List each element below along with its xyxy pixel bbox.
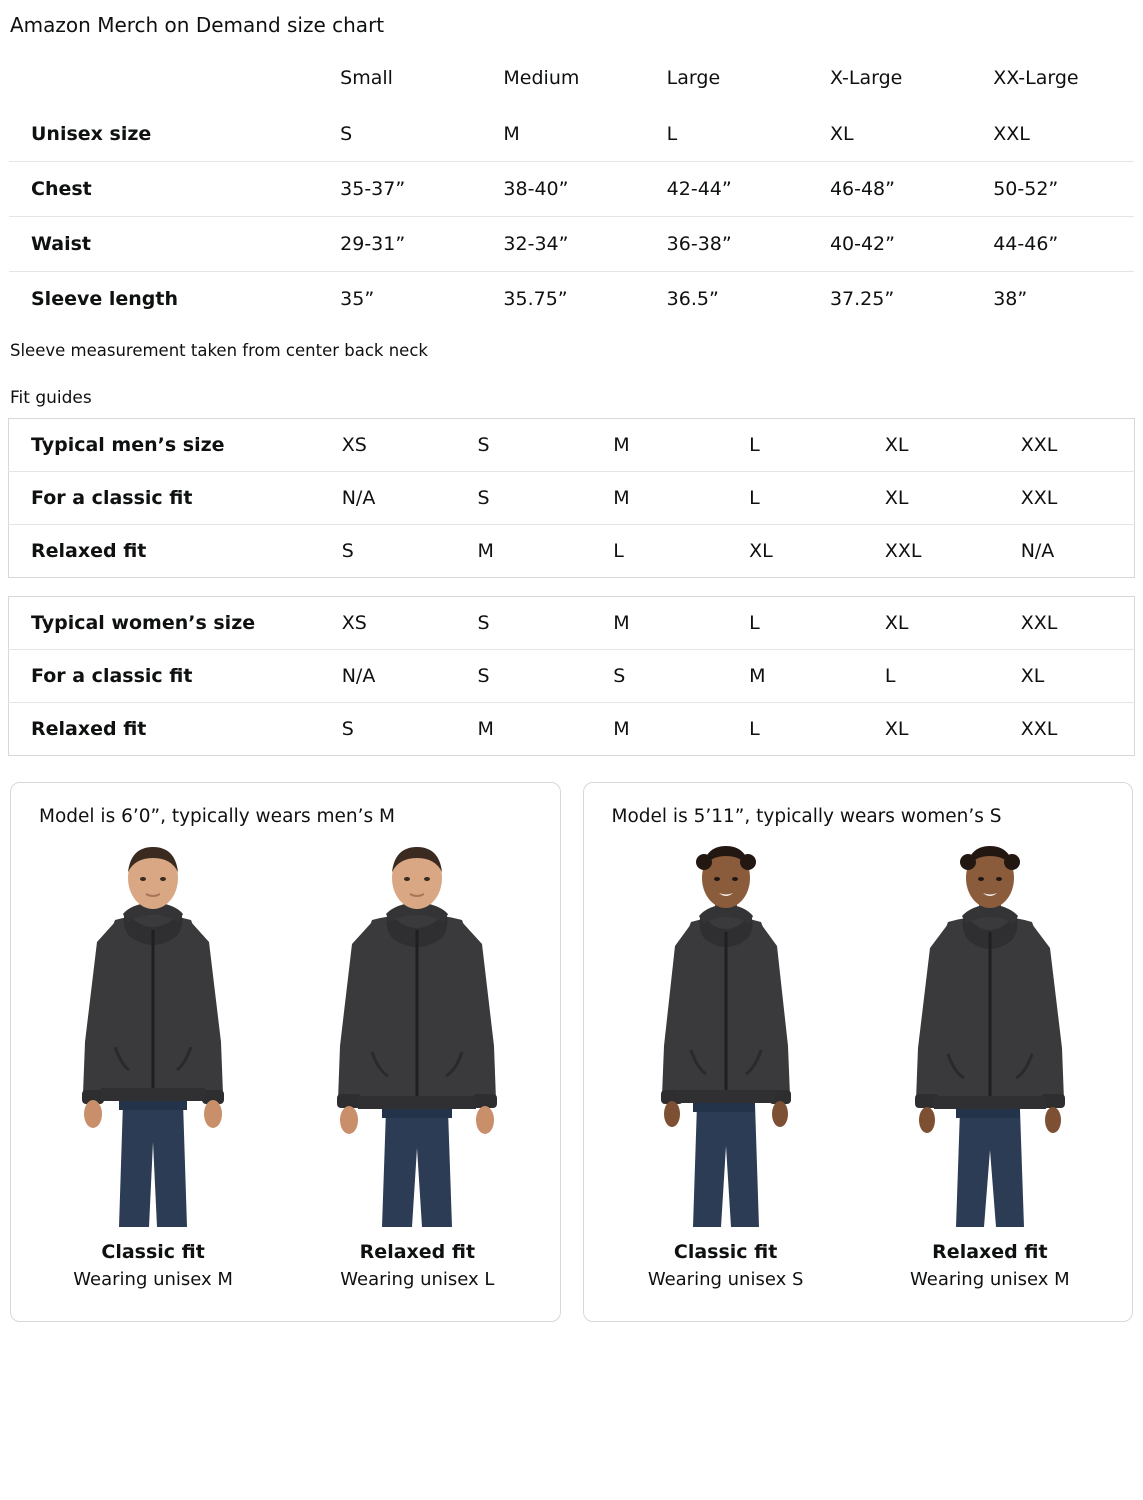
model-photos-section	[8, 756, 1135, 1322]
row-label-unisex-size: Unisex size	[9, 107, 319, 162]
cell: XS	[320, 419, 456, 472]
cell: S	[318, 107, 481, 162]
cell: XL	[884, 718, 909, 740]
cell: 36.5”	[666, 288, 719, 310]
cell: 35-37”	[318, 162, 481, 217]
womens-relaxed-fit-photo	[863, 837, 1117, 1227]
column-header-small: Small	[340, 67, 393, 89]
row-label-mens-relaxed-fit: Relaxed fit	[31, 540, 147, 562]
cell: L	[645, 107, 808, 162]
mens-model-caption: Model is 6’0”, typically wears men’s M	[39, 806, 396, 827]
table-row	[9, 650, 1135, 703]
cell: S	[456, 650, 592, 703]
womens-model-caption: Model is 5’11”, typically wears women’s S	[611, 806, 1002, 827]
cell: M	[481, 107, 644, 162]
row-label-typical-womens-size: Typical women’s size	[9, 597, 320, 650]
cell: XXL	[999, 597, 1135, 650]
mens-relaxed-fit-figure	[291, 837, 545, 1290]
table-spacer	[8, 578, 1135, 596]
table-row	[9, 272, 1135, 327]
cell: M	[613, 718, 630, 740]
cell: XL	[749, 540, 773, 562]
cell: M	[591, 419, 727, 472]
row-label-sleeve-length: Sleeve length	[31, 288, 178, 310]
cell: XL	[999, 650, 1135, 703]
table-row	[9, 107, 1135, 162]
cell: L	[727, 597, 863, 650]
mens-classic-fit-figure	[26, 837, 280, 1290]
cell: L	[863, 650, 999, 703]
sleeve-measurement-note: Sleeve measurement taken from center back neck	[10, 341, 428, 360]
mens-relaxed-fit-photo	[291, 837, 545, 1227]
mens-classic-fit-label: Classic fit	[101, 1241, 205, 1263]
cell: N/A	[1020, 540, 1055, 562]
womens-relaxed-fit-figure	[863, 837, 1117, 1290]
table-row	[9, 703, 1135, 756]
cell: L	[613, 540, 624, 562]
cell: 35.75”	[503, 288, 568, 310]
cell: S	[591, 650, 727, 703]
mens-model-figures	[21, 829, 550, 1290]
cell: L	[727, 419, 863, 472]
female-model-relaxed-illustration	[890, 842, 1090, 1227]
cell: XL	[863, 419, 999, 472]
cell: 38-40”	[481, 162, 644, 217]
cell: S	[341, 718, 354, 740]
mens-fit-guide-table	[8, 418, 1135, 578]
cell: L	[749, 718, 760, 740]
column-header-xx-large: XX-Large	[993, 67, 1079, 89]
table-row	[9, 472, 1135, 525]
row-label-waist: Waist	[9, 217, 319, 272]
cell: XL	[808, 107, 971, 162]
womens-fit-guide-table	[8, 596, 1135, 756]
mens-classic-fit-photo	[26, 837, 280, 1227]
cell: N/A	[320, 650, 456, 703]
page-title: Amazon Merch on Demand size chart	[10, 13, 385, 37]
row-label-chest: Chest	[9, 162, 319, 217]
cell: XL	[863, 472, 999, 525]
mens-relaxed-fit-label: Relaxed fit	[359, 1241, 476, 1263]
cell: XXL	[884, 540, 922, 562]
mens-classic-fit-wearing: Wearing unisex M	[73, 1269, 233, 1290]
womens-classic-fit-figure	[599, 837, 853, 1290]
table-row	[9, 525, 1135, 578]
womens-classic-fit-photo	[599, 837, 853, 1227]
row-label-womens-relaxed-fit: Relaxed fit	[31, 718, 147, 740]
cell: XXL	[999, 419, 1135, 472]
cell: S	[456, 597, 592, 650]
cell: M	[727, 650, 863, 703]
womens-classic-fit-wearing: Wearing unisex S	[647, 1269, 804, 1290]
cell: 42-44”	[645, 162, 808, 217]
table-row	[9, 162, 1135, 217]
cell: M	[591, 472, 727, 525]
cell: 36-38”	[645, 217, 808, 272]
cell: 29-31”	[318, 217, 481, 272]
cell: XXL	[999, 472, 1135, 525]
cell: M	[591, 597, 727, 650]
row-label-mens-classic-fit: For a classic fit	[9, 472, 320, 525]
cell: 37.25”	[829, 288, 895, 310]
womens-relaxed-fit-label: Relaxed fit	[932, 1241, 1048, 1263]
column-header-x-large: X-Large	[829, 67, 903, 89]
size-measurements-table	[8, 48, 1135, 327]
table-row	[9, 597, 1135, 650]
cell: 32-34”	[481, 217, 644, 272]
cell: 35”	[340, 288, 375, 310]
womens-relaxed-fit-wearing: Wearing unisex M	[910, 1269, 1070, 1290]
cell: S	[456, 419, 592, 472]
cell: S	[341, 540, 354, 562]
table-row	[9, 419, 1135, 472]
womens-model-figures	[594, 829, 1123, 1290]
cell: S	[456, 472, 592, 525]
male-model-classic-illustration	[53, 842, 253, 1227]
cell: L	[727, 472, 863, 525]
cell: 38”	[993, 288, 1028, 310]
cell: 40-42”	[808, 217, 971, 272]
male-model-relaxed-illustration	[312, 842, 522, 1227]
column-header-blank	[9, 49, 319, 108]
womens-model-card	[583, 782, 1134, 1322]
female-model-classic-illustration	[631, 842, 821, 1227]
cell: 46-48”	[808, 162, 971, 217]
mens-model-card	[10, 782, 561, 1322]
cell: M	[477, 540, 494, 562]
table-row	[9, 217, 1135, 272]
cell: XL	[863, 597, 999, 650]
row-label-womens-classic-fit: For a classic fit	[9, 650, 320, 703]
mens-relaxed-fit-wearing: Wearing unisex L	[340, 1269, 495, 1290]
cell: M	[477, 718, 494, 740]
womens-classic-fit-label: Classic fit	[673, 1241, 778, 1263]
row-label-typical-mens-size: Typical men’s size	[9, 419, 320, 472]
cell: XXL	[971, 107, 1134, 162]
column-header-large: Large	[666, 67, 721, 89]
column-header-medium: Medium	[503, 67, 580, 89]
cell: 44-46”	[971, 217, 1134, 272]
cell: 50-52”	[971, 162, 1134, 217]
cell: XS	[320, 597, 456, 650]
table-header-row	[9, 49, 1135, 108]
cell: XXL	[1020, 718, 1058, 740]
cell: N/A	[320, 472, 456, 525]
fit-guides-label: Fit guides	[10, 388, 92, 408]
